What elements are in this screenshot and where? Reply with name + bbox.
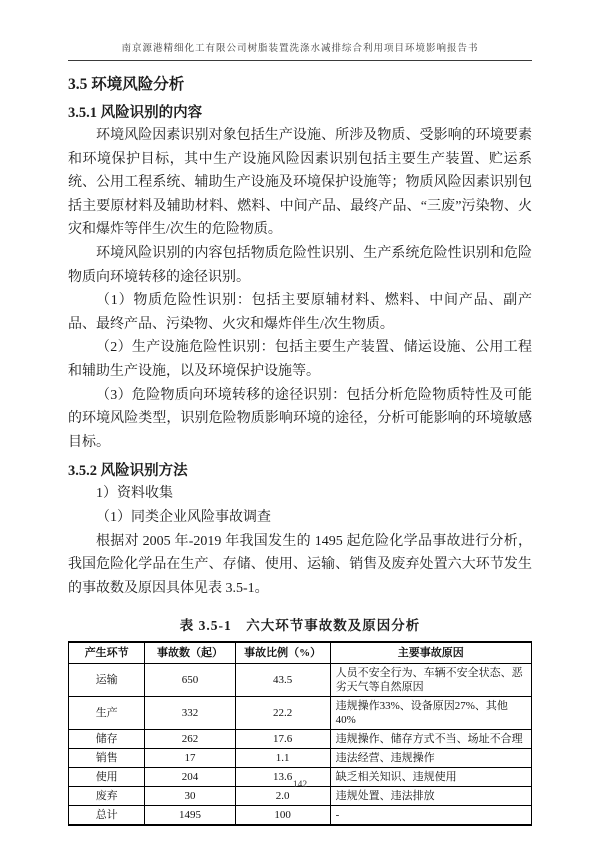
table-row-total [69,806,532,826]
section-heading-3-5-1: 3.5.1 风险识别的内容 [68,105,203,121]
table-row-transport [69,664,532,697]
subitem-accident-survey: （1）同类企业风险事故调查 [96,509,271,525]
cell-cause: 人员不安全行为、车辆不安全状态、恶劣天气等自然原因 [330,664,531,697]
col-header-count: 事故数（起） [145,642,235,664]
col-header-ratio: 事故比例（%） [235,642,330,664]
paragraph-identification-objects: 环境风险因素识别对象包括生产设施、所涉及物质、受影响的环境要素和环境保护目标，其中生产设施风险因素识别包括主要生产装置、贮运系统、公用工程系统、辅助生产设施及环境保护设施等；物质风险因素识别包括主要原材料及辅助材料、燃料、中间产品、最终产品、“三废”污染物、火灾和爆炸等伴生/次生的危险物质。 [68,128,532,238]
cell-count: 332 [145,697,235,730]
cell-link: 运输 [69,664,145,697]
cell-ratio: 17.6 [235,730,330,749]
running-header: 南京源港精细化工有限公司树脂装置洗涤水减排综合利用项目环境影响报告书 [68,0,532,61]
cell-cause: 违法经营、违规操作 [330,749,531,768]
section-heading-3-5-2: 3.5.2 风险识别方法 [68,463,188,480]
cell-link: 总计 [69,806,145,826]
table-row-sales [69,749,532,768]
accident-table [68,641,532,826]
paragraph-item-1: （1）物质危险性识别：包括主要原辅材料、燃料、中间产品、副产品、最终产品、污染物、火灾和爆炸伴生/次生物质。 [68,293,532,332]
table-row-production [69,697,532,730]
cell-link: 使用 [69,768,145,787]
cell-count: 17 [145,749,235,768]
cell-link: 废弃 [69,787,145,806]
cell-ratio: 43.5 [235,664,330,697]
table-caption: 表 3.5-1 六大环节事故数及原因分析 [179,618,421,634]
cell-ratio: 2.0 [235,787,330,806]
table-header-row [69,642,532,664]
cell-cause: 缺乏相关知识、违规使用 [330,768,531,787]
cell-cause: 违规操作、储存方式不当、场址不合理 [330,730,531,749]
cell-cause: 违规处置、违法排放 [330,787,531,806]
table-row-storage [69,730,532,749]
document-page [68,0,532,826]
paragraph-item-2: （2）生产设施危险性识别：包括主要生产装置、储运设施、公用工程和辅助生产设施，以及环境保护设施等。 [68,340,532,379]
cell-count: 650 [145,664,235,697]
col-header-cause: 主要事故原因 [330,642,531,664]
cell-ratio: 1.1 [235,749,330,768]
paragraph-accident-stats: 根据对 2005 年-2019 年我国发生的 1495 起危险化学品事故进行分析，我国危险化学品在生产、存储、使用、运输、销售及废弃处置六大环节发生的事故数及原因具体见表 3.5-1。 [68,533,532,596]
cell-ratio: 22.2 [235,697,330,730]
paragraph-item-3: （3）危险物质向环境转移的途径识别：包括分析危险物质特性及可能的环境风险类型，识别危险物质影响环境的途径，分析可能影响的环境敏感目标。 [68,387,532,450]
cell-ratio: 13.6 [235,768,330,787]
cell-link: 储存 [69,730,145,749]
cell-count: 1495 [145,806,235,826]
subitem-data-collection: 1）资料收集 [96,486,173,502]
cell-cause: - [330,806,531,826]
page-number: 142 [292,780,308,790]
paragraph-identification-content: 环境风险识别的内容包括物质危险性识别、生产系统危险性识别和危险物质向环境转移的途径识别。 [68,245,532,285]
cell-link: 销售 [69,749,145,768]
cell-count: 30 [145,787,235,806]
col-header-link: 产生环节 [69,642,145,664]
cell-count: 204 [145,768,235,787]
cell-link: 生产 [69,697,145,730]
cell-cause: 违规操作33%、设备原因27%、其他40% [330,697,531,730]
cell-ratio: 100 [235,806,330,826]
section-heading-3-5: 3.5 环境风险分析 [68,76,185,93]
cell-count: 262 [145,730,235,749]
